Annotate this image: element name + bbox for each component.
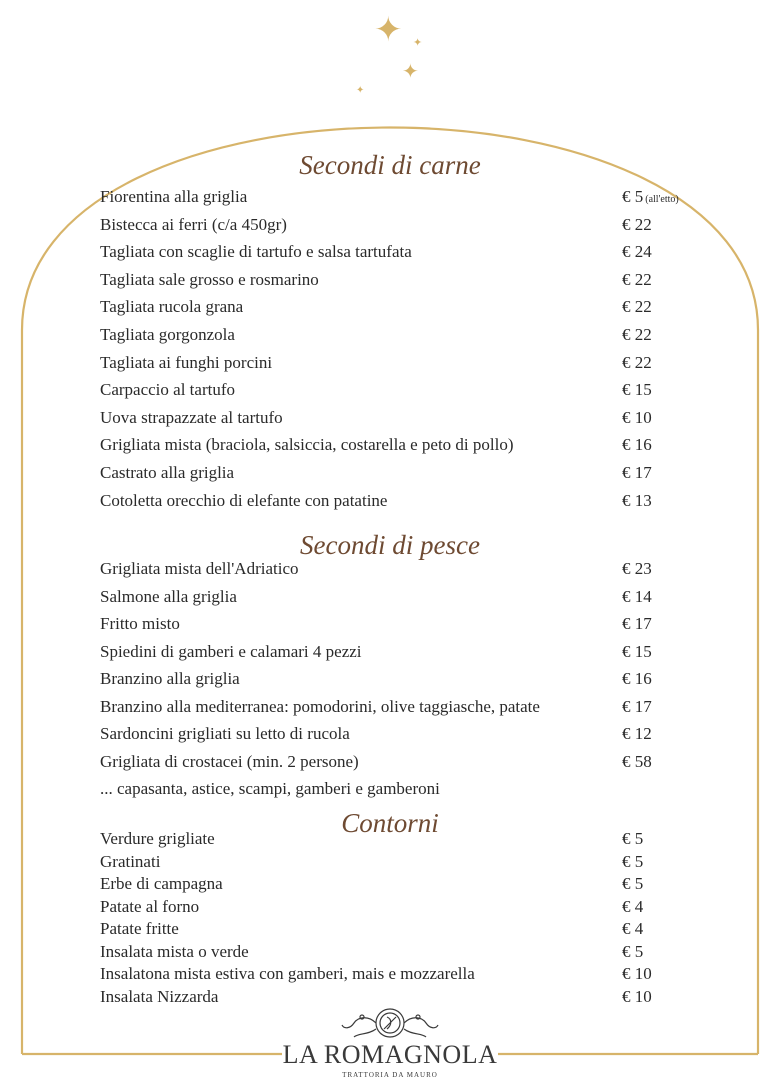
section-title-carne: Secondi di carne	[299, 150, 481, 180]
menu-item-price	[622, 297, 652, 317]
menu-item-price-value: € 5	[622, 187, 644, 206]
menu-item-name: Spiedini di gamberi e calamari 4 pezzi	[100, 641, 362, 661]
menu-item-price-value: € 24	[622, 242, 652, 262]
menu-item-name: Erbe di campagna	[100, 874, 223, 893]
section-title-contorni: Contorni	[341, 808, 439, 838]
menu-item-name: Uova strapazzate al tartufo	[100, 407, 283, 427]
menu-item-price-value: € 5	[622, 874, 644, 893]
menu-item-price-value: € 22	[622, 269, 652, 289]
menu-item-price	[622, 874, 643, 894]
menu-item-name: Insalata mista o verde	[100, 941, 249, 961]
menu-item-price-value: € 15	[622, 641, 652, 661]
section-title-pesce: Secondi di pesce	[300, 530, 480, 560]
menu-item-name: Grigliata mista dell'Adriatico	[100, 559, 299, 578]
brand-name: LA ROMAGNOLA	[282, 1040, 498, 1069]
menu-item-price-value: € 12	[622, 724, 652, 743]
menu-item-price-value: € 10	[622, 986, 652, 1006]
menu-item-name: Tagliata rucola grana	[100, 297, 244, 317]
menu-item-price-value: € 4	[622, 919, 644, 938]
menu-item-price-value: € 5	[622, 829, 644, 848]
menu-item-price	[622, 408, 652, 428]
menu-item-price-value: € 10	[622, 964, 652, 983]
menu-item-price	[622, 919, 643, 939]
menu-item-price-value: € 15	[622, 380, 652, 400]
menu-item-name: Cotoletta orecchio di elefante con patatine	[100, 490, 388, 510]
sparkle-large-icon: ✦	[374, 12, 403, 49]
menu-item-price-value: € 5	[622, 941, 644, 961]
sparkle-small-icon: ✦	[413, 37, 423, 49]
menu-item-name: Insalata Nizzarda	[100, 986, 219, 1006]
menu-item-price	[622, 724, 652, 744]
menu-item-price	[622, 897, 643, 917]
menu-item-price-value: € 17	[622, 696, 652, 716]
menu-item-price	[622, 435, 652, 455]
menu-item-price-value: € 22	[622, 214, 652, 234]
menu-item-price-value: € 13	[622, 490, 652, 510]
menu-item-name: Castrato alla griglia	[100, 463, 235, 482]
menu-item-name: Patate al forno	[100, 896, 200, 916]
menu-item-price-value: € 16	[622, 669, 652, 688]
menu-item-price	[622, 587, 652, 607]
menu-item-price	[622, 463, 652, 483]
menu-item-price-value: € 16	[622, 435, 652, 455]
menu-item-name: Bistecca ai ferri (c/a 450gr)	[100, 214, 287, 234]
menu-item-price-value: € 17	[622, 614, 652, 633]
menu-item-name: Carpaccio al tartufo	[100, 380, 235, 400]
menu-item-price	[622, 669, 652, 689]
menu-item-name: Tagliata con scaglie di tartufo e salsa tartufata	[100, 242, 412, 262]
sparkle-medium-icon: ✦	[402, 61, 419, 83]
menu-item-price-value: € 23	[622, 559, 652, 578]
menu-item-name: Fritto misto	[100, 614, 180, 633]
menu-item-price	[622, 852, 643, 872]
menu-item-name: Tagliata gorgonzola	[100, 325, 235, 344]
menu-item-price-value: € 5	[622, 851, 644, 871]
menu-item-name: Patate fritte	[100, 919, 179, 938]
menu-item-price-value: € 4	[622, 896, 644, 916]
menu-item-price-value: € 17	[622, 463, 652, 482]
menu-item-price	[622, 942, 643, 962]
menu-item-price-note: (all'etto)	[645, 194, 679, 205]
menu-item-price	[622, 491, 652, 511]
menu-item-price-value: € 22	[622, 325, 652, 344]
menu-item-price	[622, 752, 652, 772]
menu-item-price-value: € 14	[622, 586, 652, 606]
brand-subtitle: TRATTORIA DA MAURO	[342, 1071, 438, 1079]
menu-item-name: Tagliata ai funghi porcini	[100, 352, 273, 372]
menu-item-price	[622, 325, 652, 345]
menu-item-price	[622, 987, 652, 1007]
menu-item-price	[622, 353, 652, 373]
menu-item-name: Grigliata mista (braciola, salsiccia, costarella e peto di pollo)	[100, 435, 514, 455]
menu-item-name: Sardoncini grigliati su letto di rucola	[100, 724, 350, 743]
menu-item-name: Branzino alla griglia	[100, 669, 240, 688]
menu-item-price	[622, 642, 652, 662]
menu-item-name: Salmone alla griglia	[100, 586, 237, 606]
menu-item-price-value: € 10	[622, 407, 652, 427]
menu-item-price	[622, 614, 652, 634]
menu-item-price	[622, 242, 652, 262]
menu-item-name: Grigliata di crostacei (min. 2 persone)	[100, 751, 359, 771]
menu-item-name: Fiorentina alla griglia	[100, 187, 248, 206]
menu-item-name: ... capasanta, astice, scampi, gamberi e gamberoni	[100, 779, 440, 798]
menu-item-name: Tagliata sale grosso e rosmarino	[100, 269, 319, 289]
menu-item-price	[622, 964, 652, 984]
sparkle-tiny-icon: ✦	[356, 85, 365, 96]
menu-item-name: Branzino alla mediterranea: pomodorini, olive taggiasche, patate	[100, 696, 540, 716]
trattoria-emblem-icon	[340, 1005, 440, 1043]
menu-item-name: Verdure grigliate	[100, 829, 215, 848]
menu-item-price	[622, 380, 652, 400]
menu-item-price-value: € 22	[622, 352, 652, 372]
menu-item-price	[622, 559, 652, 579]
menu-item-name: Gratinati	[100, 851, 161, 871]
menu-item-price	[622, 270, 652, 290]
menu-item-price	[622, 187, 679, 210]
menu-item-price	[622, 829, 643, 849]
menu-item-price	[622, 215, 652, 235]
menu-item-price-value: € 58	[622, 751, 652, 771]
menu-item-price-value: € 22	[622, 297, 652, 317]
menu-item-price	[622, 697, 652, 717]
menu-item-name: Insalatona mista estiva con gamberi, mais e mozzarella	[100, 964, 475, 983]
